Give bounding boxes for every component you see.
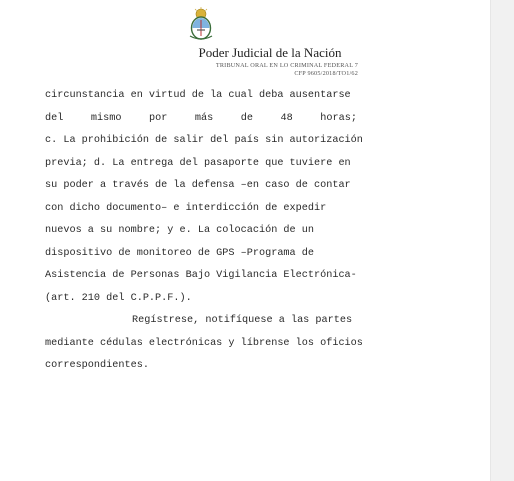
text-line: Asistencia de Personas Bajo Vigilancia Electrónica- [45, 270, 357, 281]
text-line: con dicho documento– e interdicción de expedir [45, 202, 327, 214]
case-number: CFP 9605/2018/TO1/62 [294, 70, 358, 77]
argentina-coat-of-arms-icon [186, 6, 216, 42]
page-header-reference [216, 62, 358, 78]
text-line: mediante cédulas electrónicas y líbrense los oficios [45, 337, 363, 349]
court-name: TRIBUNAL ORAL EN LO CRIMINAL FEDERAL 7 [215, 62, 358, 69]
text-line: del mismo por más de 48 horas; [45, 112, 357, 124]
text-line: c. La prohibición de salir del país sin autorización [45, 135, 363, 146]
text-line: dispositivo de monitoreo de GPS –Programa de [45, 247, 314, 259]
text-line: correspondientes. [45, 360, 149, 371]
text-line: previa; d. La entrega del pasaporte que tuviere en [45, 157, 351, 169]
text-line: (art. 210 del C.P.P.F.). [45, 292, 192, 304]
page-header-title: Poder Judicial de la Nación [198, 45, 342, 60]
resolution-text [45, 85, 363, 378]
viewer-side-panel [490, 0, 514, 481]
text-line: su poder a través de la defensa –en caso de contar [45, 180, 351, 191]
text-line: circunstancia en virtud de la cual deba ausentarse [45, 90, 351, 101]
text-line: Regístrese, notifíquese a las partes [132, 315, 353, 326]
text-line: nuevos a su nombre; y e. La colocación de un [45, 225, 314, 236]
